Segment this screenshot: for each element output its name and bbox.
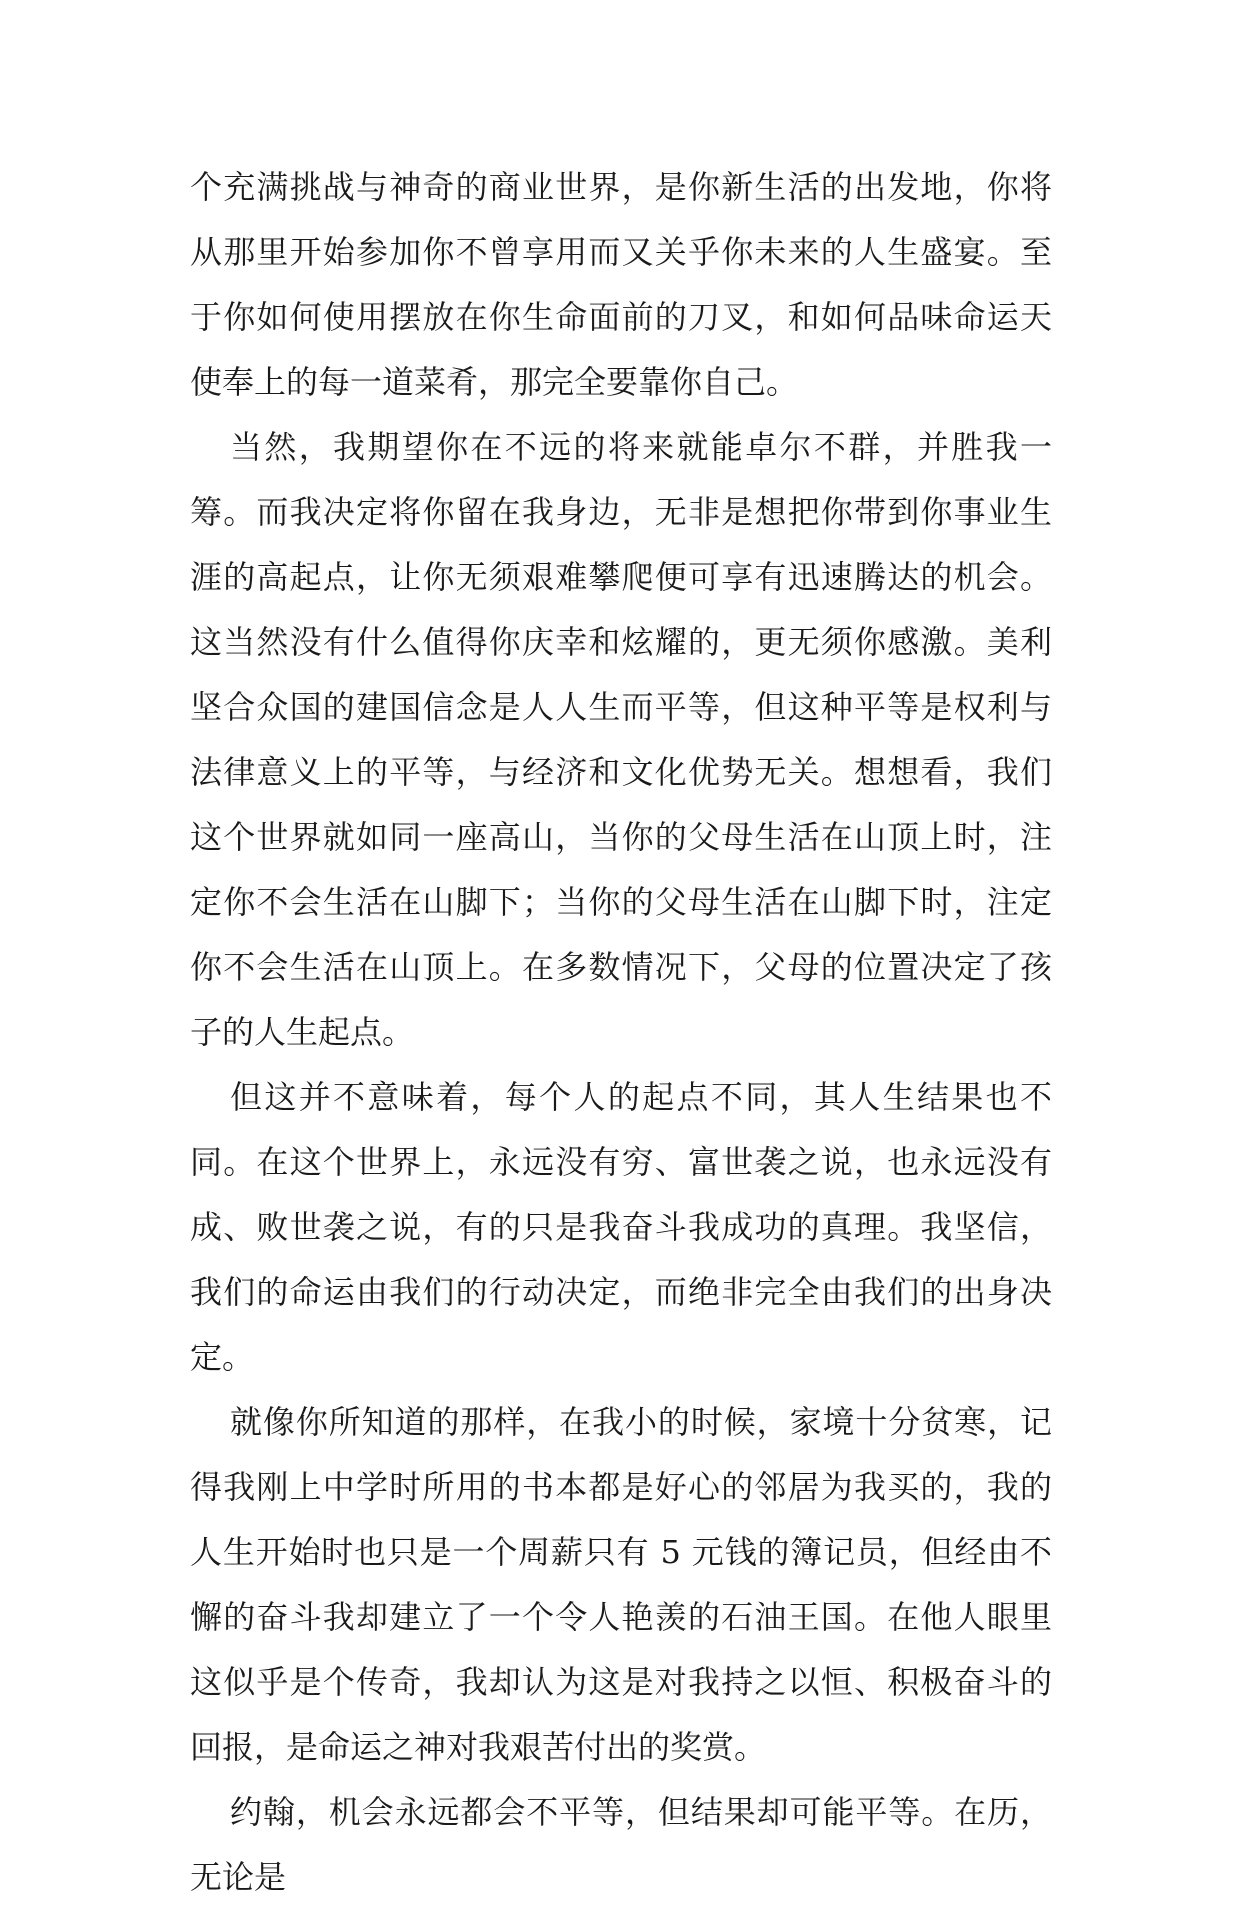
paragraph-3: 但这并不意味着，每个人的起点不同，其人生结果也不同。在这个世界上，永远没有穷、富世袭之说，也永远没有成、败世袭之说，有的只是我奋斗我成功的真理。我坚信，我们的命运由我们的行动决定，而绝非完全由我们的出身决定。 [190, 1078, 1052, 1376]
paragraph-2: 当然，我期望你在不远的将来就能卓尔不群，并胜我一筹。而我决定将你留在我身边，无非是想把你带到你事业生涯的高起点，让你无须艰难攀爬便可享有迅速腾达的机会。这当然没有什么值得你庆幸和炫耀的，更无须你感激。美利坚合众国的建国信念是人人生而平等，但这种平等是权利与法律意义上的平等，与经济和文化优势无关。想想看，我们这个世界就如同一座高山，当你的父母生活在山顶上时，注定你不会生活在山脚下；当你的父母生活在山脚下时，注定你不会生活在山顶上。在多数情况下，父母的位置决定了孩子的人生起点。 [190, 428, 1052, 1051]
document-body [190, 155, 1052, 1910]
paragraph-4: 就像你所知道的那样，在我小的时候，家境十分贫寒，记得我刚上中学时所用的书本都是好心的邻居为我买的，我的人生开始时也只是一个周薪只有 5 元钱的簿记员，但经由不懈的奋斗我却建立了一个令人艳羡的石油王国。在他人眼里这似乎是个传奇，我却认为这是对我持之以恒、积极奋斗的回报，是命运之神对我艰苦付出的奖赏。 [190, 1403, 1052, 1766]
paragraph-5: 约翰，机会永远都会不平等，但结果却可能平等。在历，无论是 [190, 1793, 1052, 1896]
paragraph-1: 个充满挑战与神奇的商业世界，是你新生活的出发地，你将从那里开始参加你不曾享用而又关乎你未来的人生盛宴。至于你如何使用摆放在你生命面前的刀叉，和如何品味命运天使奉上的每一道菜肴，那完全要靠你自己。 [190, 168, 1052, 401]
